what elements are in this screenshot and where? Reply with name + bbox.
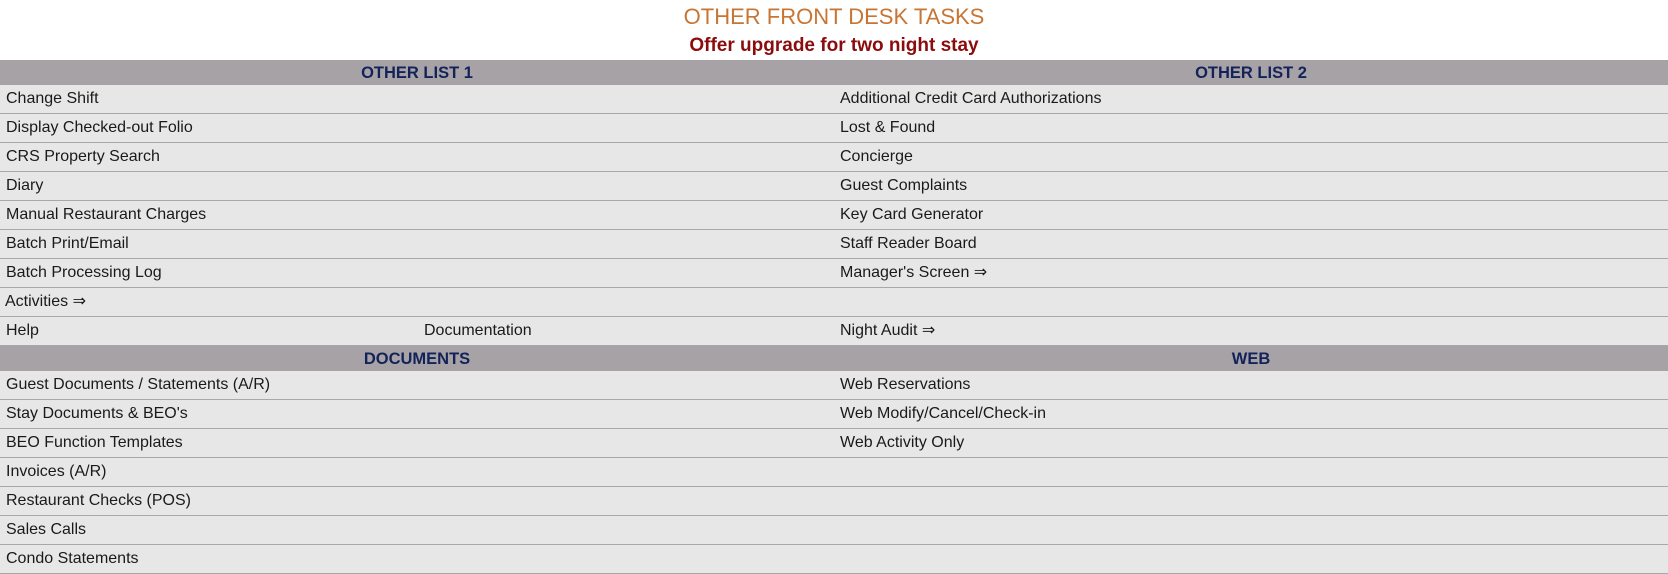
key-card-generator-link[interactable]: Key Card Generator — [840, 206, 984, 223]
restaurant-checks-pos-link[interactable]: Restaurant Checks (POS) — [6, 492, 191, 509]
sales-calls-link[interactable]: Sales Calls — [6, 521, 87, 538]
list-row — [0, 288, 1668, 317]
batch-print-email-link[interactable]: Batch Print/Email — [6, 235, 129, 252]
list-row — [0, 371, 1668, 400]
other-lists-header — [0, 60, 1668, 85]
lost-and-found-link[interactable]: Lost & Found — [840, 119, 936, 136]
managers-screen-link[interactable]: Manager's Screen ⇒ — [840, 264, 988, 281]
display-checked-out-folio-link[interactable]: Display Checked-out Folio — [6, 119, 193, 136]
empty-cell — [834, 545, 1668, 573]
night-audit-link[interactable]: Night Audit ⇒ — [840, 322, 936, 339]
empty-cell — [834, 516, 1668, 544]
diary-link[interactable]: Diary — [6, 177, 44, 194]
empty-cell — [834, 487, 1668, 515]
empty-cell — [834, 288, 1668, 316]
documents-web-header — [0, 346, 1668, 371]
guest-complaints-link[interactable]: Guest Complaints — [840, 177, 968, 194]
page-title: OTHER FRONT DESK TASKS — [683, 4, 985, 29]
web-activity-only-link[interactable]: Web Activity Only — [840, 434, 965, 451]
other-list-2-header: OTHER LIST 2 — [1195, 64, 1307, 82]
page-subtitle: Offer upgrade for two night stay — [689, 35, 979, 56]
help-cell — [0, 317, 834, 345]
change-shift-link[interactable]: Change Shift — [6, 90, 99, 107]
list-row — [0, 230, 1668, 259]
invoices-ar-link[interactable]: Invoices (A/R) — [6, 463, 107, 480]
list-row — [0, 201, 1668, 230]
list-row — [0, 458, 1668, 487]
list-row — [0, 487, 1668, 516]
stay-documents-beos-link[interactable]: Stay Documents & BEO's — [6, 405, 188, 422]
list-row — [0, 259, 1668, 288]
documentation-link[interactable]: Documentation — [424, 322, 532, 339]
web-reservations-link[interactable]: Web Reservations — [840, 376, 971, 393]
beo-function-templates-link[interactable]: BEO Function Templates — [6, 434, 183, 451]
additional-credit-card-authorizations-link[interactable]: Additional Credit Card Authorizations — [840, 90, 1102, 107]
documents-header: DOCUMENTS — [363, 350, 471, 368]
concierge-link[interactable]: Concierge — [840, 148, 913, 165]
other-list-1-header: OTHER LIST 1 — [361, 64, 473, 82]
list-row — [0, 516, 1668, 545]
batch-processing-log-link[interactable]: Batch Processing Log — [6, 264, 162, 281]
list-row — [0, 429, 1668, 458]
list-row — [0, 545, 1668, 574]
help-link[interactable]: Help — [6, 322, 39, 339]
list-row — [0, 114, 1668, 143]
empty-cell — [834, 458, 1668, 486]
staff-reader-board-link[interactable]: Staff Reader Board — [840, 235, 977, 252]
list-row — [0, 143, 1668, 172]
list-row — [0, 400, 1668, 429]
crs-property-search-link[interactable]: CRS Property Search — [6, 148, 160, 165]
activities-link[interactable]: Activities ⇒ — [5, 293, 86, 310]
list-row — [0, 85, 1668, 114]
list-row — [0, 317, 1668, 346]
condo-statements-link[interactable]: Condo Statements — [6, 550, 139, 567]
web-modify-cancel-checkin-link[interactable]: Web Modify/Cancel/Check-in — [840, 405, 1047, 422]
list-row — [0, 172, 1668, 201]
guest-documents-statements-link[interactable]: Guest Documents / Statements (A/R) — [6, 376, 271, 393]
manual-restaurant-charges-link[interactable]: Manual Restaurant Charges — [6, 206, 207, 223]
web-header: WEB — [1231, 350, 1271, 368]
